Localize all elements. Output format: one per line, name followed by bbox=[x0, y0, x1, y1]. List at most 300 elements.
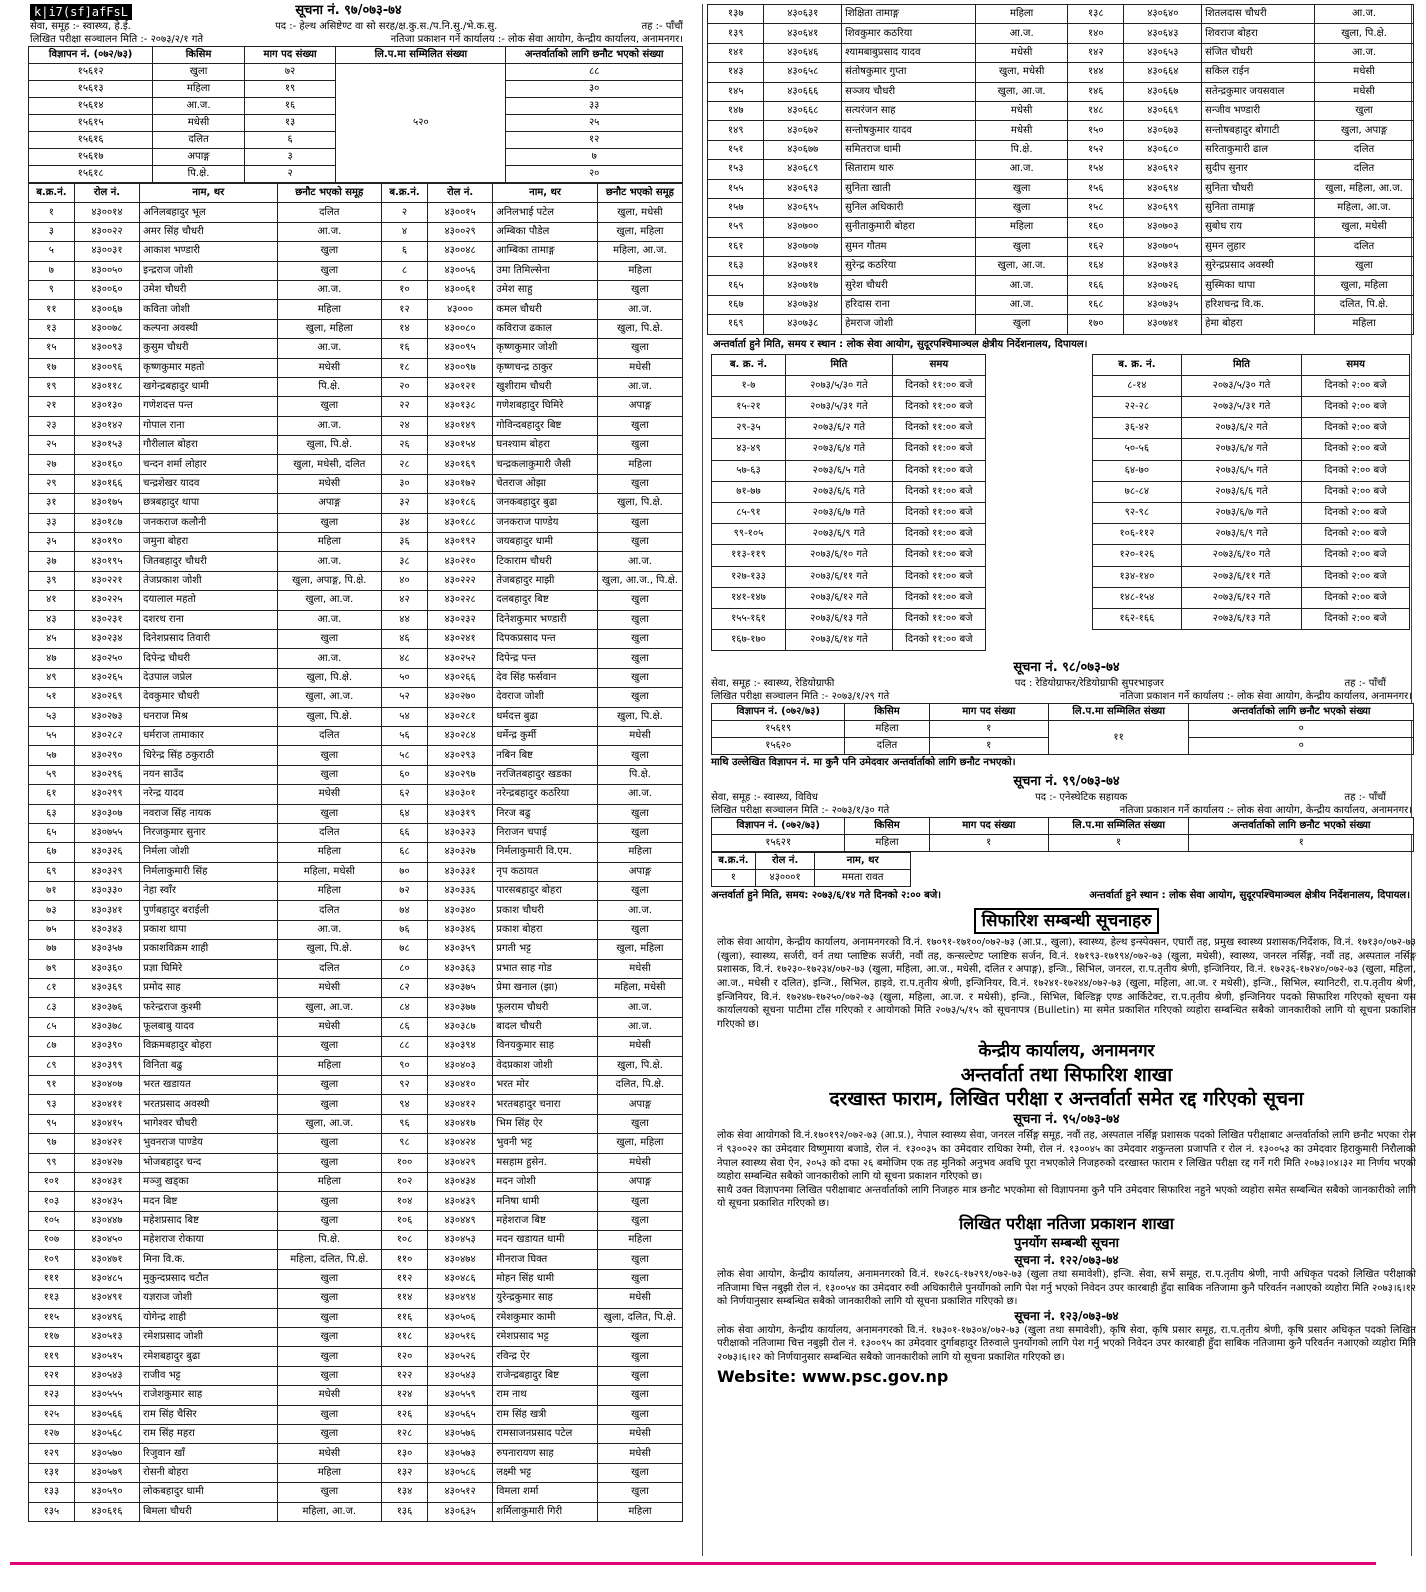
table-row bbox=[29, 1250, 683, 1269]
table-cell: ११३-११९ bbox=[712, 545, 786, 566]
table-cell: ७८-८४ bbox=[1093, 481, 1182, 502]
table-cell: महिला bbox=[597, 455, 682, 474]
table-cell: ४२ bbox=[382, 591, 428, 610]
table-cell: खुला bbox=[597, 1483, 682, 1502]
table-cell: मिना वि.क. bbox=[140, 1250, 277, 1269]
table-cell: खुला, महिला bbox=[597, 940, 682, 959]
table-cell: खुला, पि.क्षे. bbox=[277, 707, 382, 726]
table-cell: २०७३/६/५ गते bbox=[1181, 460, 1301, 481]
table-cell: ४३०६५८ bbox=[764, 63, 842, 82]
table-cell: चन्दन शर्मा लोहार bbox=[140, 455, 277, 474]
table-cell: खुला bbox=[277, 1308, 382, 1327]
table-cell: १४१-१४७ bbox=[712, 587, 786, 608]
table-cell: जयबहादुर धामी bbox=[493, 533, 598, 552]
table-cell: १०३ bbox=[29, 1192, 75, 1211]
table-row bbox=[29, 1056, 683, 1075]
table-cell: खुला bbox=[597, 339, 682, 358]
table-cell: ११८ bbox=[382, 1328, 428, 1347]
table-cell: ४९ bbox=[29, 668, 75, 687]
table-cell: ५ bbox=[29, 242, 75, 261]
table-cell: दिनको २:०० बजे bbox=[1302, 502, 1410, 523]
table-row bbox=[29, 494, 683, 513]
table-cell: ६४ bbox=[382, 804, 428, 823]
table-cell: राम सिंह खत्री bbox=[493, 1405, 598, 1424]
interview-branch: अन्तर्वार्ता तथा सिफारिश शाखा bbox=[960, 1064, 1173, 1087]
table-cell: आ.ज. bbox=[277, 416, 382, 435]
table-cell: लोकबहादुर धामी bbox=[140, 1483, 277, 1502]
interview-schedule bbox=[707, 354, 1426, 652]
table-cell: ६९ bbox=[29, 862, 75, 881]
table-cell: १९ bbox=[244, 81, 336, 98]
table-cell: खुला, मधेसी bbox=[597, 203, 682, 222]
table-cell: भरतप्रसाद अवस्थी bbox=[140, 1095, 277, 1114]
table-cell: दिनको ११:०० बजे bbox=[892, 587, 985, 608]
table-cell: ४३०६४३ bbox=[1124, 24, 1202, 43]
table-cell: ४३०३३६ bbox=[427, 882, 492, 901]
table-cell: ४३०७२६ bbox=[1124, 276, 1202, 295]
table-cell: खुला bbox=[153, 64, 245, 81]
table-cell: ४३०३३१ bbox=[427, 862, 492, 881]
table-cell: १९ bbox=[29, 377, 75, 396]
table-cell: सन्जीव भण्डारी bbox=[1202, 101, 1315, 120]
table-cell: मदन जोशी bbox=[493, 1172, 598, 1191]
table-cell: छत्रबहादुर थापा bbox=[140, 494, 277, 513]
table-cell: ११० bbox=[382, 1250, 428, 1269]
table-cell: राजेशकुमार साह bbox=[140, 1386, 277, 1405]
table-cell: ४३०६३१ bbox=[764, 5, 842, 24]
post: पद :- हेल्थ असिष्टेण्ट वा सो सरह/क्ष.कु.स./प.नि.सु./भे.क.सु. bbox=[275, 21, 498, 32]
table-cell: भोजबहादुर चन्द bbox=[140, 1153, 277, 1172]
column-header: ब. क्र. नं. bbox=[1093, 354, 1182, 375]
table-cell: घनश्याम बोहरा bbox=[493, 436, 598, 455]
table-cell: राम सिंह चैसिर bbox=[140, 1405, 277, 1424]
table-cell: ४३०४२४ bbox=[427, 1134, 492, 1153]
table-cell: ४३०४८५ bbox=[74, 1269, 139, 1288]
table-cell: खुला bbox=[597, 610, 682, 629]
table-row bbox=[712, 608, 986, 629]
table-cell: ४३०६९३ bbox=[764, 179, 842, 198]
table-cell: खुला bbox=[277, 804, 382, 823]
table-cell: खुला bbox=[277, 746, 382, 765]
table-cell: खुला bbox=[277, 1328, 382, 1347]
column-header: अन्तर्वार्ताको लागि छनौट भएको संख्या bbox=[1189, 818, 1414, 835]
table-cell: प्रकाश चौधरी bbox=[493, 901, 598, 920]
table-cell: खुला, पि.क्षे. bbox=[597, 319, 682, 338]
table-row bbox=[29, 940, 683, 959]
table-cell: ४३०२२१ bbox=[74, 571, 139, 590]
table-cell: ४३०२९७ bbox=[427, 765, 492, 784]
table-cell: महिला, मधेसी bbox=[597, 979, 682, 998]
table-cell: ४३०६६७ bbox=[1124, 82, 1202, 101]
table-cell: ११४ bbox=[382, 1289, 428, 1308]
table-cell: धर्मेन्द्र कुर्मी bbox=[493, 726, 598, 745]
table-cell: २०७३/६/११ गते bbox=[1181, 566, 1301, 587]
table-cell: अपाङ्ग bbox=[597, 1172, 682, 1191]
table-cell: खुला bbox=[597, 804, 682, 823]
table-cell: ४३०४१२ bbox=[427, 1095, 492, 1114]
table-cell: ममता रावत bbox=[815, 870, 911, 887]
notice-95-text-1: लोक सेवा आयोगको वि.नं.१७०१९२/०७२-७३ (आ.प्र.), नेपाल स्वास्थ्य सेवा, जनरल नर्सिङ्ग समूह, नवौं तह, अस्पताल नर्सिङ्ग प्रशासक पदको लिखित परीक्षाबाट अन्तर्वार्ताको लागि छनौट भएका रोल नं ९३००२२ का उमेदवार विष्णुमाया बजाडे, रोल नं. १३००३५ का उमेदवार राधिका रेग्मी, रोल नं. १३००४५ का उमेदवार शकुन्तला प्रजापति र रोल नं. १३००५३ का उमेदवार हिराकुमारी निरौलाको नेपाल स्वास्थ्य सेवा ऐन, २०५३ को दफा २६ बमोजिम एक तह मुनिको अनुभव अवधि पूरा नभएकोले निजहरुको दरखास्त फाराम र लिखित परीक्षा रद्द गर्ने गरी मिति २०७३।०४।३२ मा निर्णय भएको व्यहोरा सम्बन्धित सबैको जानकारीको लागि यो सूचना प्रकाशन गरिएको छ। bbox=[717, 1130, 1416, 1183]
table-cell: ४३०१८६ bbox=[427, 494, 492, 513]
table-cell: इन्द्रराज जोशी bbox=[140, 261, 277, 280]
table-cell: ४३०४४७ bbox=[74, 1211, 139, 1230]
table-cell: ४३०६९५ bbox=[764, 198, 842, 217]
table-cell: उमा तिमिल्सेना bbox=[493, 261, 598, 280]
table-cell: १५-२१ bbox=[712, 397, 786, 418]
table-cell: ४३००९७ bbox=[427, 358, 492, 377]
table-cell: ४३०२४१ bbox=[427, 629, 492, 648]
table-cell: १३४ bbox=[382, 1483, 428, 1502]
table-cell: मधेसी bbox=[976, 101, 1068, 120]
table-cell: ४३००६७ bbox=[74, 300, 139, 319]
table-cell: ६२ bbox=[382, 785, 428, 804]
level: तह :- पाँचौं bbox=[641, 21, 683, 32]
table-cell: २०७३/६/१० गते bbox=[1181, 545, 1301, 566]
table-cell: ४३०२५० bbox=[74, 649, 139, 668]
notice-99-header-2 bbox=[707, 804, 1426, 817]
table-cell: १६७ bbox=[708, 295, 764, 314]
table-cell: खुला bbox=[597, 1192, 682, 1211]
table-cell: मधेसी bbox=[597, 726, 682, 745]
service-group: सेवा, समूह :- स्वास्थ्य, विविध bbox=[711, 792, 818, 804]
table-cell: ९३ bbox=[29, 1095, 75, 1114]
table-cell: भुवनी भट्ट bbox=[493, 1134, 598, 1153]
table-cell: गोपाल राना bbox=[140, 416, 277, 435]
table-cell: ५२ bbox=[382, 688, 428, 707]
table-cell: १५६१९ bbox=[712, 721, 845, 738]
table-cell: देवकुमार चौधरी bbox=[140, 688, 277, 707]
table-cell: १२५ bbox=[29, 1405, 75, 1424]
table-cell: ४३०४९४ bbox=[427, 1289, 492, 1308]
table-cell: ४३०३४० bbox=[427, 901, 492, 920]
table-cell: ३७ bbox=[29, 552, 75, 571]
table-cell: खुला bbox=[277, 1366, 382, 1385]
table-cell: दलित bbox=[277, 959, 382, 978]
column-header: छनौट भएको समूह bbox=[597, 184, 682, 203]
table-cell: खुला, महिला, आ.ज. bbox=[1315, 179, 1414, 198]
table-row bbox=[29, 280, 683, 299]
table-cell: १ bbox=[712, 870, 756, 887]
table-cell: जनकराज कलौनी bbox=[140, 513, 277, 532]
notice-95-title: सूचना नं. ९५/०७३-७४ bbox=[1013, 1112, 1120, 1128]
table-row bbox=[29, 843, 683, 862]
table-row bbox=[29, 1405, 683, 1424]
table-cell: १६ bbox=[244, 98, 336, 115]
table-cell: जितबहादुर चौधरी bbox=[140, 552, 277, 571]
table-cell: १४० bbox=[1068, 24, 1124, 43]
table-cell: महिला bbox=[597, 261, 682, 280]
table-cell: रमेशकुमार कामी bbox=[493, 1308, 598, 1327]
table-cell: ४३०५१२ bbox=[427, 1483, 492, 1502]
table-cell: ४३०६७७ bbox=[764, 140, 842, 159]
table-cell: १५५ bbox=[708, 179, 764, 198]
table-cell: ४३०२३४ bbox=[74, 629, 139, 648]
table-cell: २३ bbox=[29, 416, 75, 435]
table-cell: खुला, महिला bbox=[597, 222, 682, 241]
table-cell: अपाङ्ग bbox=[153, 149, 245, 166]
table-cell: २०७३/६/६ गते bbox=[1181, 481, 1301, 502]
table-cell: ६१ bbox=[29, 785, 75, 804]
table-cell: मधेसी bbox=[597, 1153, 682, 1172]
table-cell: २७ bbox=[29, 455, 75, 474]
table-cell: ३० bbox=[506, 81, 683, 98]
table-cell: ११ bbox=[29, 300, 75, 319]
table-cell: १ bbox=[29, 203, 75, 222]
table-cell: मोहन सिंह धामी bbox=[493, 1269, 598, 1288]
table-cell: ३४ bbox=[382, 513, 428, 532]
table-cell: १ bbox=[929, 835, 1048, 852]
table-cell: ४३०४०३ bbox=[427, 1056, 492, 1075]
table-row bbox=[29, 1153, 683, 1172]
table-cell: ४३०१८७ bbox=[74, 513, 139, 532]
column-header: ब.क्र.नं. bbox=[712, 853, 756, 870]
table-cell: १०१ bbox=[29, 1172, 75, 1191]
column-header: अन्तर्वार्ताको लागि छनौट भएको संख्या bbox=[506, 47, 683, 64]
column-header: लि.प.मा सम्मिलित संख्या bbox=[1048, 704, 1188, 721]
table-cell: दिनको ११:०० बजे bbox=[892, 608, 985, 629]
table-cell: मधेसी bbox=[277, 474, 382, 493]
table-cell: नरजितबहादुर खडका bbox=[493, 765, 598, 784]
table-row bbox=[29, 1328, 683, 1347]
table-cell: महिला bbox=[277, 1172, 382, 1191]
table-cell: १२ bbox=[506, 132, 683, 149]
column-header: नाम, थर bbox=[493, 184, 598, 203]
table-cell: ४३०७१३ bbox=[1124, 257, 1202, 276]
table-cell: ८० bbox=[382, 959, 428, 978]
table-cell: १४९ bbox=[708, 121, 764, 140]
table-cell: १५६१७ bbox=[29, 149, 153, 166]
table-cell: ९२-९८ bbox=[1093, 502, 1182, 523]
table-cell: ४३०६३५ bbox=[427, 1502, 492, 1521]
table-cell: १४४ bbox=[1068, 63, 1124, 82]
table-cell: खुला bbox=[277, 1483, 382, 1502]
table-cell: ४३ bbox=[29, 610, 75, 629]
table-row bbox=[712, 481, 986, 502]
table-cell: खुला, आ.ज. bbox=[277, 591, 382, 610]
table-cell: देउपाल जप्रेल bbox=[140, 668, 277, 687]
table-cell: १५४ bbox=[1068, 160, 1124, 179]
table-cell: ४३०३२६ bbox=[74, 843, 139, 862]
table-cell: दिनको २:०० बजे bbox=[1302, 587, 1410, 608]
table-cell: ४३०२२५ bbox=[74, 591, 139, 610]
table-cell: खुला bbox=[597, 1405, 682, 1424]
table-cell: खुला bbox=[976, 179, 1068, 198]
table-cell: ४३०३४३ bbox=[74, 920, 139, 939]
table-cell: खुला bbox=[976, 315, 1068, 334]
table-cell: अपाङ्ग bbox=[597, 1095, 682, 1114]
result-office: नतिजा प्रकाशन गर्ने कार्यालय :- लोक सेवा आयोग, केन्द्रीय कार्यालय, अनामनगर। bbox=[1119, 691, 1412, 703]
table-cell: मुकुन्दप्रसाद चटौत bbox=[140, 1269, 277, 1288]
table-cell: ४३०४३५ bbox=[74, 1192, 139, 1211]
table-cell: २०७३/५/३० गते bbox=[785, 375, 892, 396]
table-cell: १५६१५ bbox=[29, 115, 153, 132]
table-cell: नरेन्द्र यादव bbox=[140, 785, 277, 804]
table-cell: ४३०५०६ bbox=[427, 1308, 492, 1327]
table-cell: १५२ bbox=[1068, 140, 1124, 159]
table-row bbox=[29, 649, 683, 668]
table-cell: दलबहादुर बिष्ट bbox=[493, 591, 598, 610]
table-cell: ९५ bbox=[29, 1114, 75, 1133]
service-group: सेवा, समूह :- स्वास्थ्य, हे.ई. bbox=[30, 21, 131, 32]
table-cell: ४३०४२७ bbox=[74, 1153, 139, 1172]
table-cell: रविन्द्र ऐर bbox=[493, 1347, 598, 1366]
table-cell: २०७३/६/९ गते bbox=[785, 524, 892, 545]
table-cell: संजित चौधरी bbox=[1202, 43, 1315, 62]
table-cell: ४३०४४९ bbox=[427, 1211, 492, 1230]
notice-122-text: लोक सेवा आयोग, केन्द्रीय कार्यालय, अनामनगरको वि.नं. १७२८६-१७२९१/०७२-७३ (खुला तथा समावेशी), इन्जि. सेवा, सर्भे समूह, रा.प.तृतीय श्रेणी, नापी अधिकृत पदको लिखित परीक्षाको नतिजामा चित्त नबुझी रोल नं. १३००५४ का उमेदवार रुवी अधिकारीले पुनर्योगको लागि पेश गर्नु भएको निवेदन उपर कारबाही हुँदा साबिक नतिजामा कुनै परिवर्तन नआएको व्यहोरा मिति २०७३।६।१२ को निर्णयानुसार सम्बन्धित सबैको जानकारीको लागि यो सूचना प्रकाशित गरिएको छ। bbox=[717, 1268, 1416, 1308]
table-cell: ६० bbox=[382, 765, 428, 784]
table-cell: महिला, आ.ज. bbox=[1315, 198, 1414, 217]
table-cell: विक्रमबहादुर बोहरा bbox=[140, 1037, 277, 1056]
column-header: नाम, थर bbox=[815, 853, 911, 870]
table-row bbox=[1093, 587, 1410, 608]
table-cell: अनिलभाई पटेल bbox=[493, 203, 598, 222]
table-cell: शर्मिलाकुमारी गिरी bbox=[493, 1502, 598, 1521]
table-cell: १०८ bbox=[382, 1231, 428, 1250]
table-row bbox=[29, 261, 683, 280]
table-cell: खुला bbox=[597, 1386, 682, 1405]
table-cell: १५० bbox=[1068, 121, 1124, 140]
column-header: ब.क्र.नं. bbox=[382, 184, 428, 203]
table-cell: उमेश चौधरी bbox=[140, 280, 277, 299]
table-cell: दिनेशप्रसाद तिवारी bbox=[140, 629, 277, 648]
table-cell: खुला, आ.ज. bbox=[277, 688, 382, 707]
table-cell: ६७ bbox=[29, 843, 75, 862]
table-cell: आ.ज. bbox=[597, 552, 682, 571]
table-cell: ४३०२९० bbox=[74, 746, 139, 765]
table-cell: १३० bbox=[382, 1444, 428, 1463]
table-cell: ८९ bbox=[29, 1056, 75, 1075]
table-cell: ४३०५५९ bbox=[427, 1386, 492, 1405]
right-column bbox=[707, 0, 1426, 1560]
table-row bbox=[712, 502, 986, 523]
level: तह :- पाँचौं bbox=[1344, 678, 1386, 690]
table-row bbox=[708, 82, 1414, 101]
table-cell: ४३०५१३ bbox=[74, 1328, 139, 1347]
table-cell: १४७ bbox=[708, 101, 764, 120]
table-cell: ४३०५७३ bbox=[427, 1444, 492, 1463]
table-cell: ४३०१३८ bbox=[427, 397, 492, 416]
table-cell: १५६१४ bbox=[29, 98, 153, 115]
table-cell: खुला bbox=[597, 1463, 682, 1482]
table-row bbox=[29, 1075, 683, 1094]
table-cell: ४३०७३४ bbox=[764, 295, 842, 314]
table-cell: महिला, दलित, पि.क्षे. bbox=[277, 1250, 382, 1269]
table-cell: ९९-१०५ bbox=[712, 524, 786, 545]
table-cell: खुला bbox=[277, 1269, 382, 1288]
table-cell: खुला, पि.क्षे. bbox=[277, 668, 382, 687]
table-cell: दिनको २:०० बजे bbox=[1302, 418, 1410, 439]
table-cell: ४३०४७४ bbox=[427, 1250, 492, 1269]
table-cell: ४३०१४२ bbox=[74, 416, 139, 435]
table-cell: १५६२० bbox=[712, 738, 845, 755]
table-cell: मधेसी bbox=[597, 959, 682, 978]
table-cell: आ.ज. bbox=[277, 920, 382, 939]
notice-99-table bbox=[711, 817, 1414, 852]
table-row bbox=[29, 1172, 683, 1191]
table-cell: ९२ bbox=[382, 1075, 428, 1094]
table-cell: २० bbox=[506, 166, 683, 183]
table-cell: ४४ bbox=[382, 610, 428, 629]
table-cell: मधेसी bbox=[597, 1037, 682, 1056]
table-row bbox=[29, 1308, 683, 1327]
table-cell: मधेसी bbox=[277, 1444, 382, 1463]
table-cell: ८८ bbox=[382, 1037, 428, 1056]
table-row bbox=[29, 455, 683, 474]
table-cell: दिनेशकुमार भण्डारी bbox=[493, 610, 598, 629]
cancellation-heading: दरखास्त फाराम, लिखित परीक्षा र अन्तर्वार्ता समेत रद्द गरिएको सूचना bbox=[829, 1088, 1304, 1111]
table-cell: १४२ bbox=[1068, 43, 1124, 62]
sammilit-count: ११ bbox=[1048, 721, 1188, 755]
table-cell: ८७ bbox=[29, 1037, 75, 1056]
table-cell: २१ bbox=[29, 397, 75, 416]
table-row bbox=[708, 121, 1414, 140]
table-cell: सतेन्द्रकुमार जयसवाल bbox=[1202, 82, 1315, 101]
candidate-table-continued bbox=[707, 4, 1414, 335]
table-cell: चेतराज ओझा bbox=[493, 474, 598, 493]
table-cell: २०७३/६/७ गते bbox=[785, 502, 892, 523]
table-cell: निरज बढु bbox=[493, 804, 598, 823]
table-cell: ११३ bbox=[29, 1289, 75, 1308]
table-cell: महिला bbox=[597, 1502, 682, 1521]
table-cell: ८६ bbox=[382, 1017, 428, 1036]
table-row bbox=[29, 610, 683, 629]
table-cell: आ.ज. bbox=[597, 998, 682, 1017]
table-cell: भुवनराज पाण्डेय bbox=[140, 1134, 277, 1153]
table-cell: ८५ bbox=[29, 1017, 75, 1036]
table-cell: ४३०६९९ bbox=[1124, 198, 1202, 217]
table-cell: ९ bbox=[29, 280, 75, 299]
table-cell: धर्मराज तामाकार bbox=[140, 726, 277, 745]
table-cell: १३७ bbox=[708, 5, 764, 24]
table-cell: १४६ bbox=[1068, 82, 1124, 101]
table-row bbox=[1093, 608, 1410, 629]
post: पद :- एनेस्थेटिक सहायक bbox=[1035, 792, 1128, 804]
table-cell: ३२ bbox=[382, 494, 428, 513]
table-cell: ४३०२६६ bbox=[427, 668, 492, 687]
table-cell: खुला bbox=[597, 1347, 682, 1366]
table-cell: ४३०५७९ bbox=[74, 1463, 139, 1482]
table-cell: दिनको ११:०० बजे bbox=[892, 418, 985, 439]
table-cell: मधेसी bbox=[1315, 82, 1414, 101]
table-row bbox=[712, 439, 986, 460]
table-cell: दिनको ११:०० बजे bbox=[892, 545, 985, 566]
table-cell: अमर सिंह चौधरी bbox=[140, 222, 277, 241]
table-cell: खुला, आ.ज. bbox=[277, 1114, 382, 1133]
table-cell: ९४ bbox=[382, 1095, 428, 1114]
table-row bbox=[708, 257, 1414, 276]
website-link[interactable]: Website: www.psc.gov.np bbox=[717, 1366, 949, 1386]
table-cell: ७० bbox=[382, 862, 428, 881]
column-header: विज्ञापन नं. (०७२/७३) bbox=[712, 704, 845, 721]
table-cell: ४३०७४१ bbox=[1124, 315, 1202, 334]
table-cell: १२७-१३३ bbox=[712, 566, 786, 587]
table-row bbox=[1093, 566, 1410, 587]
table-row bbox=[29, 552, 683, 571]
table-cell: ४३०४५० bbox=[74, 1231, 139, 1250]
post: पद : रेडियोग्राफर/रेडियोग्राफी सुपरभाइजर bbox=[1014, 678, 1165, 690]
table-cell: विनिता बढु bbox=[140, 1056, 277, 1075]
table-row bbox=[712, 630, 986, 651]
table-cell: प्रकाश थापा bbox=[140, 920, 277, 939]
table-cell: युरेन्द्रकुमार साह bbox=[493, 1289, 598, 1308]
table-cell: ४३००३१ bbox=[74, 242, 139, 261]
table-cell: रमेशप्रसाद जोशी bbox=[140, 1328, 277, 1347]
table-cell: १४८-१५४ bbox=[1093, 587, 1182, 608]
table-row bbox=[29, 397, 683, 416]
table-cell: ४३०६८० bbox=[1124, 140, 1202, 159]
schedule-morning bbox=[711, 354, 986, 652]
